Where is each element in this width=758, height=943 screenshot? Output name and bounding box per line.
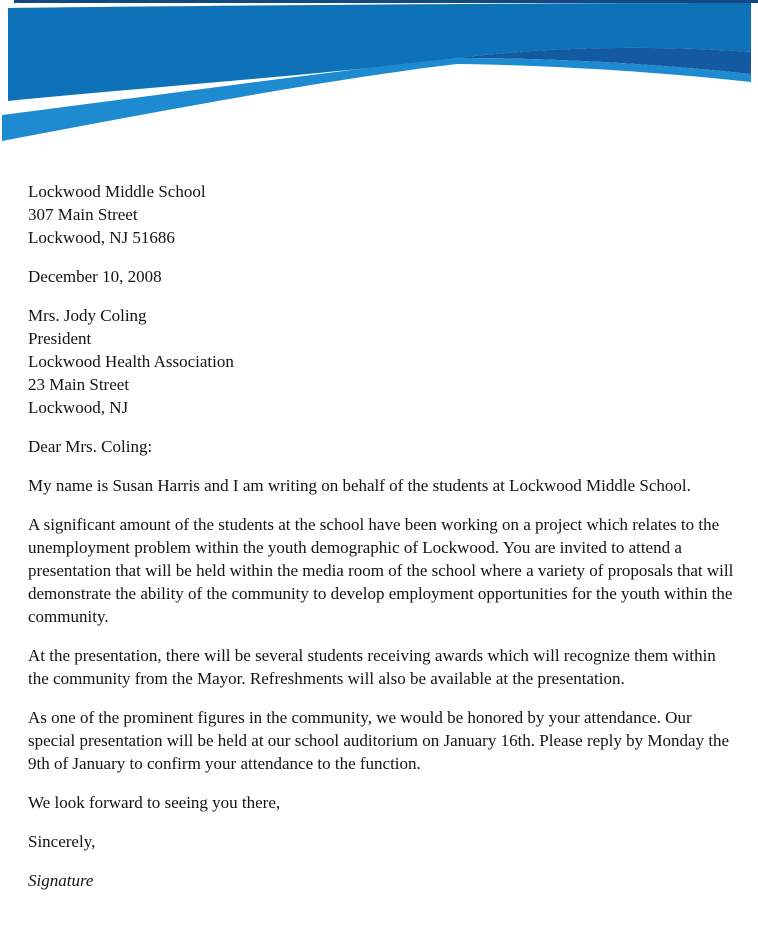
letterhead-top-line [14,0,758,3]
closing: Sincerely, [28,832,96,851]
recipient-address-block [28,304,734,419]
signature-placeholder: Signature [28,871,94,890]
paragraph-intro: My name is Susan Harris and I am writing on behalf of the students at Lockwood Middle School. [28,476,691,495]
letter-body [0,150,758,892]
sender-address-block [28,180,734,249]
letterhead [0,0,758,150]
recipient-title: President [28,329,92,348]
paragraph-invitation: As one of the prominent figures in the community, we would be honored by your attendance. Our special presentation will be held at our school auditorium on January 16th. Please reply by Monday the 9th of January to confirm your attendance to the function. [28,708,730,773]
recipient-organization: Lockwood Health Association [28,352,234,371]
sender-name: Lockwood Middle School [28,182,206,201]
salutation: Dear Mrs. Coling: [28,437,153,456]
paragraph-look-forward: We look forward to seeing you there, [28,793,281,812]
recipient-name: Mrs. Jody Coling [28,306,147,325]
recipient-city: Lockwood, NJ [28,398,129,417]
sender-city: Lockwood, NJ 51686 [28,228,175,247]
paragraph-awards: At the presentation, there will be several students receiving awards which will recognize them within the community from the Mayor. Refreshments will also be available at the presentation. [28,646,716,688]
sender-street: 307 Main Street [28,205,138,224]
paragraph-project: A significant amount of the students at the school have been working on a project which relates to the unemployment problem within the youth demographic of Lockwood. You are invited to attend a presentation that will be held within the media room of the school where a variety of proposals that will demonstrate the ability of the community to develop employment opportunities for the youth within the community. [28,515,734,626]
recipient-street: 23 Main Street [28,375,130,394]
letter-date: December 10, 2008 [28,267,162,286]
